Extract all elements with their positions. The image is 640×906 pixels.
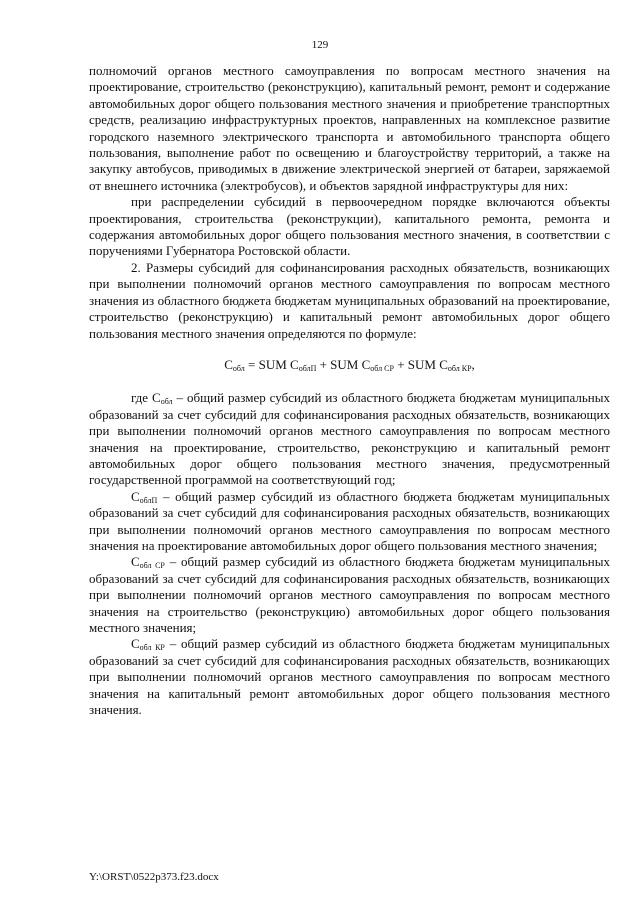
formula-text: , xyxy=(471,356,475,372)
definition-subscript: облП xyxy=(139,495,158,505)
definition-subscript: обл КР xyxy=(139,643,165,653)
definition-text: – общий размер субсидий из областного бюджета бюджетам муниципальных образований за счет субсидий для софинансирования расходных обязательств, возникающих при выполнении полномочий органов местного самоуправления по вопросам местного значения на проектирование автомобильных дорог общего пользования местного значения; xyxy=(89,488,610,553)
formula-text: + SUM С xyxy=(316,356,371,372)
file-path-footer: Y:\ORST\0522p373.f23.docx xyxy=(89,871,219,883)
definition-head: С xyxy=(131,636,140,652)
formula-text: = SUM С xyxy=(244,356,299,372)
definition-text: – общий размер субсидий из областного бюджета бюджетам муниципальных образований за счет субсидий для софинансирования расходных обязательств, возникающих при выполнении полномочий органов местного самоуправления по вопросам местного значения на строительство (реконструкцию) автомобильных дорог общего пользования местного значения; xyxy=(89,554,610,635)
definition-paragraph xyxy=(89,636,610,718)
definition-paragraph xyxy=(89,489,610,555)
formula-lhs: С xyxy=(224,356,233,372)
page-number: 129 xyxy=(311,39,329,51)
definition-subscript: обл СР xyxy=(139,561,165,571)
formula xyxy=(89,357,610,373)
definition-text: – общий размер субсидий из областного бюджета бюджетам муниципальных образований за счет субсидий для софинансирования расходных обязательств, возникающих при выполнении полномочий органов местного самоуправления по вопросам местного значения на проектирование, строительство, реконструкцию и капитальный ремонт автомобильных дорог общего пользования местного значения, предусмотренный государственной программой на соответствующий год; xyxy=(89,390,610,488)
formula-subscript: облП xyxy=(298,363,317,373)
formula-subscript: обл КР xyxy=(447,363,472,373)
definition-paragraph xyxy=(89,390,610,488)
definition-head: С xyxy=(131,554,140,570)
paragraph: полномочий органов местного самоуправления по вопросам местного значения на проектирование, строительство (реконструкцию), капитальный ремонт, ремонт и содержание автомобильных дорог общего пользования местного значения и приобретение транспортных средств, реализацию инфраструктурных проектов, направленных на комплексное развитие городского наземного электрического транспорта и автомобильного транспорта общего пользования, выполнение работ по освещению и благоустройству территорий, а также на закупку автобусов, приводимых в движение электрической энергией от батареи, заряжаемой от внешнего источника (электробусов), и объектов зарядной инфраструктуры для них: xyxy=(89,63,610,193)
paragraph: 2. Размеры субсидий для софинансирования расходных обязательств, возникающих при выполнении полномочий органов местного самоуправления по вопросам местного значения из областного бюджета бюджетам муниципальных образований на проектирование, строительство (реконструкцию) и капитальный ремонт автомобильных дорог общего пользования местного значения определяются по формуле: xyxy=(89,259,610,341)
paragraph: при распределении субсидий в первоочередном порядке включаются объекты проектирования, строительства (реконструкции), капитального ремонта, ремонта и содержания автомобильных дорог общего пользования местного значения, в соответствии с поручениями Губернатора Ростовской области. xyxy=(89,194,610,259)
definition-subscript: обл xyxy=(160,397,173,407)
definition-head: где С xyxy=(131,390,161,406)
formula-subscript: обл СР xyxy=(370,363,394,373)
definition-text: – общий размер субсидий из областного бюджета бюджетам муниципальных образований за счет субсидий для софинансирования расходных обязательств, возникающих при выполнении полномочий органов местного самоуправления по вопросам местного значения на капитальный ремонт автомобильных дорог общего пользования местного значения. xyxy=(89,636,610,718)
definition-head: С xyxy=(131,488,140,504)
definition-paragraph xyxy=(89,554,610,636)
formula-text: + SUM С xyxy=(393,356,448,372)
document-body xyxy=(89,63,610,718)
formula-subscript: обл xyxy=(232,363,245,373)
